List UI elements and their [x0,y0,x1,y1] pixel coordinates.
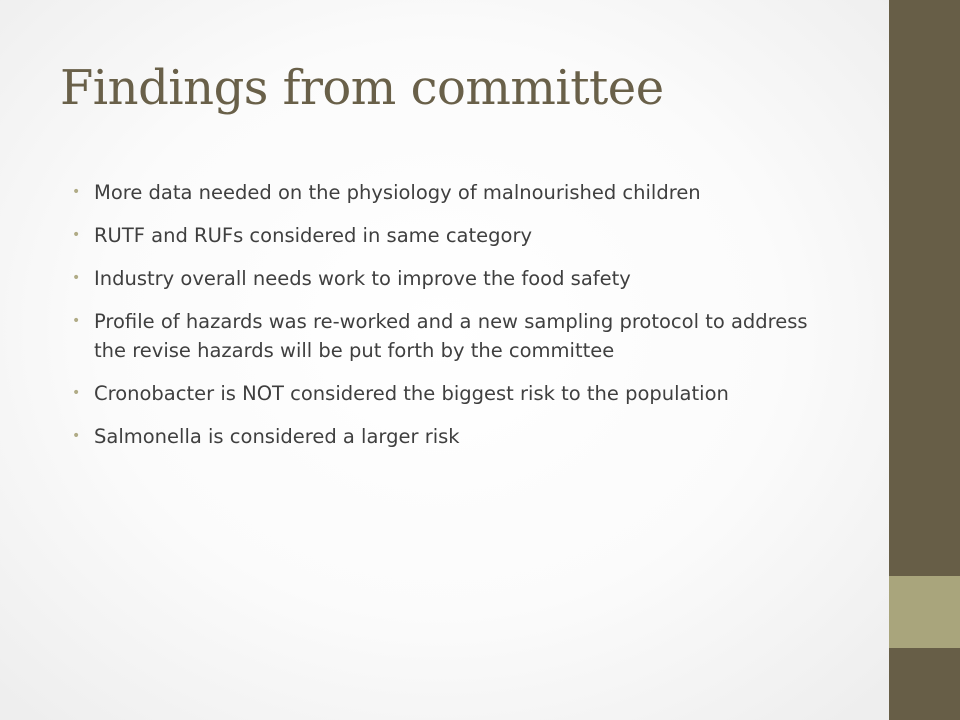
bullet-text: Industry overall needs work to improve the food safety [94,267,631,290]
bullet-item-salmonella [72,422,842,451]
bullet-item-industry [72,264,842,293]
bullet-text: Salmonella is considered a larger risk [94,425,460,448]
bullet-icon: • [72,313,81,329]
sidebar-bottom-block [889,648,960,720]
bullet-icon: • [72,428,81,444]
bullet-list [72,178,842,465]
bullet-item-rutf [72,221,842,250]
decorative-sidebar [889,0,960,720]
bullet-icon: • [72,385,81,401]
bullet-item-physiology [72,178,842,207]
bullet-icon: • [72,227,81,243]
bullet-icon: • [72,270,81,286]
bullet-icon: • [72,184,81,200]
bullet-item-hazards [72,307,842,365]
bullet-text: Profile of hazards was re-worked and a new sampling protocol to address the revise hazards will be put forth by the committee [94,310,808,362]
sidebar-middle-block [889,576,960,648]
bullet-text: Cronobacter is NOT considered the biggest risk to the population [94,382,729,405]
sidebar-top-block [889,0,960,576]
bullet-text: RUTF and RUFs considered in same category [94,224,533,247]
bullet-item-cronobacter [72,379,842,408]
slide-title: Findings from committee [60,60,664,116]
bullet-text: More data needed on the physiology of malnourished children [94,181,701,204]
